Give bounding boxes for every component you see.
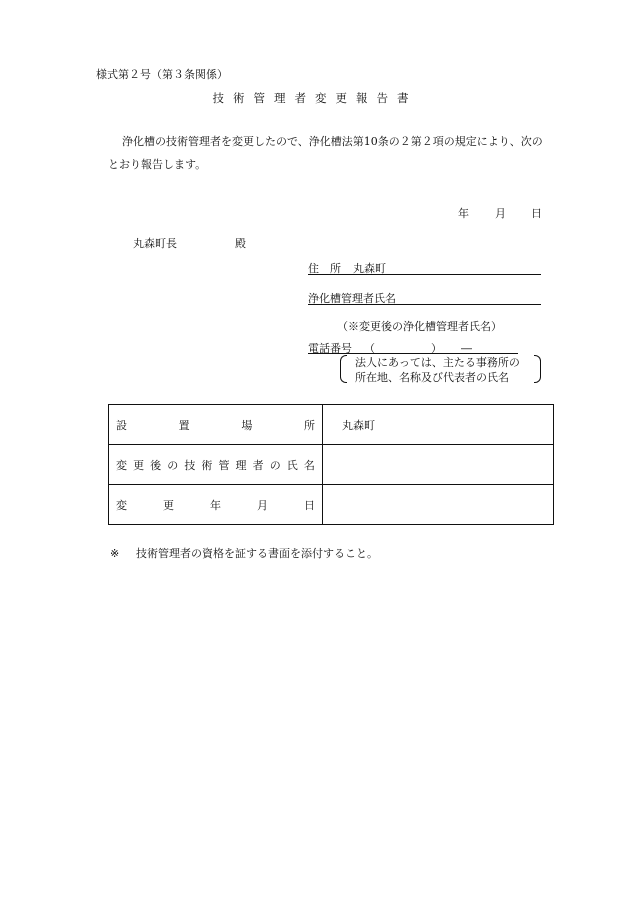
note-mark: ※ (110, 547, 120, 560)
corporate-note-line2: 所在地、名称及び代表者の氏名 (355, 371, 509, 384)
label-char: 技 (184, 458, 196, 472)
label-char: 名 (303, 458, 315, 472)
label-char: 月 (257, 498, 268, 512)
label-char: 所 (303, 418, 315, 432)
label-char: 者 (252, 458, 264, 472)
label-char: 日 (304, 498, 315, 512)
body-paragraph-line1: 浄化槽の技術管理者を変更したので、浄化槽法第10条の２第２項の規定により、次の (122, 135, 543, 148)
footer-note (110, 545, 378, 561)
new-manager-name-label (109, 445, 323, 485)
reporter-address-line[interactable] (308, 260, 541, 275)
label-char: 更 (163, 498, 174, 512)
recipient-name: 丸森町長 (133, 237, 177, 250)
reporter-name-line[interactable] (308, 290, 541, 305)
date-line (458, 205, 542, 221)
address-label: 住 所 (308, 262, 341, 275)
date-year-label: 年 (458, 207, 469, 220)
date-month-label: 月 (495, 207, 506, 220)
phone-label: 電話番号 (308, 342, 352, 355)
label-char: の (269, 458, 281, 472)
label-char: 設 (116, 418, 127, 432)
note-text: 技術管理者の資格を証する書面を添付すること。 (136, 547, 378, 560)
form-number: 様式第２号（第３条関係） (96, 68, 228, 81)
label-char: 変 (116, 458, 127, 472)
label-char: 術 (201, 458, 213, 472)
label-char: 場 (241, 418, 253, 432)
body-paragraph-line2: とおり報告します。 (108, 158, 207, 171)
table-row (109, 445, 554, 485)
date-day-label: 日 (531, 207, 542, 220)
phone-open-paren: （ (364, 342, 375, 355)
label-char: 後 (150, 458, 162, 472)
label-char: 置 (178, 418, 190, 432)
address-value: 丸森町 (353, 262, 386, 275)
label-char: 氏 (286, 458, 298, 472)
name-label: 浄化槽管理者氏名 (308, 292, 396, 305)
installation-location-value[interactable]: 丸森町 (323, 405, 554, 445)
corporate-note-bracket-right (534, 355, 541, 383)
phone-line[interactable] (308, 340, 518, 354)
document-title: 技術管理者変更報告書 (212, 91, 418, 105)
table-row (109, 485, 554, 525)
phone-close-paren: ） (431, 342, 442, 355)
corporate-note-line1: 法人にあっては、主たる事務所の (355, 356, 520, 369)
label-char: 年 (210, 498, 221, 512)
recipient-honorific: 殿 (235, 237, 246, 250)
table-row (109, 405, 554, 445)
corporate-note-bracket-left (340, 355, 347, 383)
label-char: 理 (235, 458, 247, 472)
change-date-label (109, 485, 323, 525)
change-info-table (108, 404, 554, 525)
label-char: 更 (133, 458, 145, 472)
label-char: 管 (218, 458, 230, 472)
label-char: の (167, 458, 179, 472)
after-change-note: （※変更後の浄化槽管理者氏名） (337, 320, 502, 333)
installation-location-label (109, 405, 323, 445)
new-manager-name-value[interactable] (323, 445, 554, 485)
phone-dash: ― (461, 342, 472, 355)
recipient (133, 235, 246, 251)
label-char: 変 (116, 498, 127, 512)
change-date-value[interactable] (323, 485, 554, 525)
